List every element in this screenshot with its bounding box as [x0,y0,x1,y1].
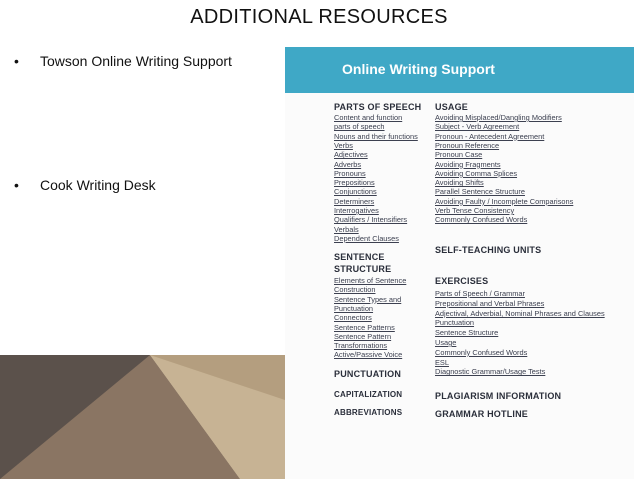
resource-link[interactable]: Content and function [334,113,403,122]
resource-link[interactable]: Avoiding Shifts [435,178,484,188]
resource-link[interactable]: Pronoun - Antecedent Agreement [435,131,545,141]
resource-link[interactable]: Avoiding Comma Splices [435,168,518,178]
heading-usage: USAGE [435,102,469,112]
heading-self-teaching-units[interactable]: SELF-TEACHING UNITS [435,245,542,255]
bullet-marker: • [14,53,19,69]
heading-parts-of-speech: PARTS OF SPEECH [334,102,422,112]
embedded-website-screenshot [285,47,634,479]
resource-link[interactable]: Sentence Patterns [334,322,395,332]
resource-link[interactable]: Interrogatives [334,206,379,215]
resource-link[interactable]: Active/Passive Voice [334,350,403,360]
resource-link[interactable]: Conjunctions [334,187,377,197]
resource-link[interactable]: Usage [435,338,457,347]
bullet-text-cook: Cook Writing Desk [40,177,156,193]
resource-link[interactable]: Prepositional and Verbal Phrases [435,298,545,308]
resource-link[interactable]: Qualifiers / Intensifiers [334,215,408,225]
heading-abbreviations[interactable]: ABBREVIATIONS [334,408,403,417]
resource-link[interactable]: Avoiding Misplaced/Dangling Modifiers [435,113,562,122]
heading-sentence-structure-line2: STRUCTURE [334,264,392,274]
heading-sentence-structure-line1: SENTENCE [334,252,385,262]
resource-link[interactable]: Transformations [334,341,388,351]
resource-link[interactable]: Sentence Pattern [334,331,392,341]
heading-capitalization[interactable]: CAPITALIZATION [334,390,403,399]
bullet-item [14,176,264,195]
heading-exercises: EXERCISES [435,276,489,286]
resource-link[interactable]: Prepositions [334,178,375,188]
resource-link[interactable]: ESL [435,357,449,367]
resource-link[interactable]: Commonly Confused Words [435,215,528,225]
resource-link[interactable]: Dependent Clauses [334,233,399,243]
resource-link[interactable]: Parallel Sentence Structure [435,187,525,197]
resource-link[interactable]: Punctuation [334,303,374,313]
resource-link[interactable]: parts of speech [334,122,385,132]
heading-punctuation[interactable]: PUNCTUATION [334,369,402,379]
resource-link[interactable]: Adverbs [334,159,362,169]
banner-title: Online Writing Support [342,61,495,77]
resource-link[interactable]: Determiners [334,196,375,206]
resource-link[interactable]: Pronouns [334,168,366,178]
resource-link[interactable]: Pronoun Reference [435,140,500,150]
resource-link[interactable]: Avoiding Fragments [435,159,501,169]
resource-link[interactable]: Verbs [334,140,353,150]
bullet-text-towson: Towson Online Writing Support [40,53,232,69]
heading-grammar-hotline[interactable]: GRAMMAR HOTLINE [435,409,528,419]
resource-link[interactable]: Construction [334,285,376,295]
bullet-marker: • [14,177,19,193]
resource-link[interactable]: Connectors [334,313,372,323]
resource-link[interactable]: Adjectives [334,150,368,160]
resource-link[interactable]: Verb Tense Consistency [435,206,515,215]
resource-link[interactable]: Sentence Structure [435,328,499,338]
heading-plagiarism-information[interactable]: PLAGIARISM INFORMATION [435,391,562,401]
resource-link[interactable]: Pronoun Case [435,150,483,160]
resource-link[interactable]: Commonly Confused Words [435,347,528,357]
resource-link[interactable]: Verbals [334,224,359,234]
resource-link[interactable]: Adjectival, Adverbial, Nominal Phrases and Clauses [435,308,605,318]
resource-link[interactable]: Punctuation [435,318,475,328]
resource-link[interactable]: Avoiding Faulty / Incomplete Comparisons [435,196,574,206]
resource-link[interactable]: Nouns and their functions [334,131,418,141]
website-banner [285,47,634,93]
bullet-item [14,52,264,71]
slide-title: ADDITIONAL RESOURCES [190,6,448,28]
resource-link[interactable]: Diagnostic Grammar/Usage Tests [435,367,546,377]
resource-link[interactable]: Subject - Verb Agreement [435,122,520,132]
resource-link[interactable]: Parts of Speech / Grammar [435,289,525,298]
resource-link[interactable]: Elements of Sentence [334,276,407,285]
resource-link[interactable]: Sentence Types and [334,294,402,304]
